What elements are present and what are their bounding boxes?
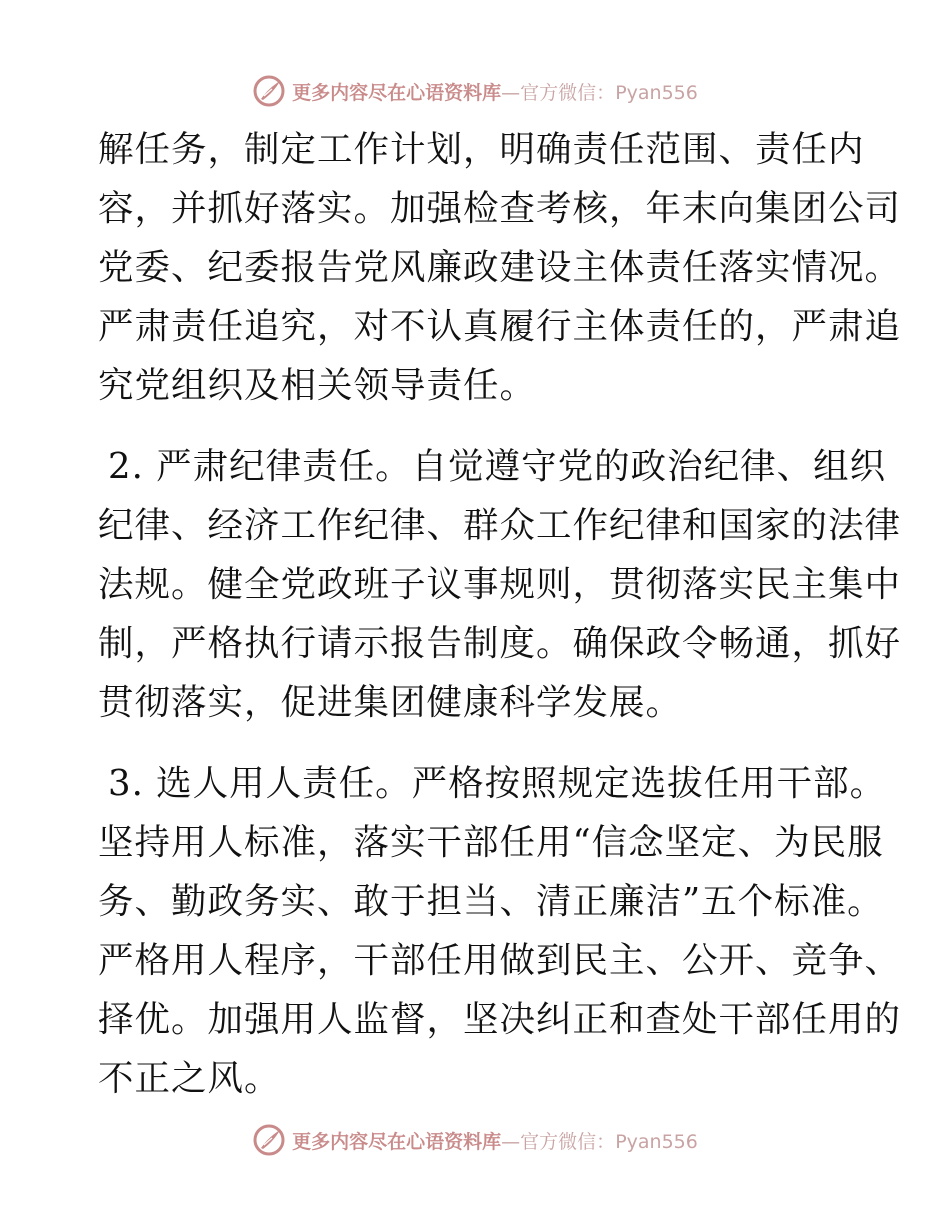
text-line: 3. 选人用人责任。严格按照规定选拔任用干部。 [108,763,887,804]
text-line: 党委、纪委报告党风廉政建设主体责任落实情况。 [98,247,902,288]
watermark-wechat-label: 官方微信： [520,81,616,104]
paragraph-1 [98,120,902,415]
text-line: 究党组织及相关领导责任。 [98,365,537,406]
text-line: 2. 严肃纪律责任。自觉遵守党的政治纪律、组织 [108,446,887,487]
watermark-separator: — [501,1130,521,1153]
text-line: 务、勤政务实、敢于担当、清正廉洁”五个标准。 [98,881,884,922]
text-line: 纪律、经济工作纪律、群众工作纪律和国家的法律 [98,505,902,546]
watermark-text [292,78,698,105]
text-line: 择优。加强用人监督，坚决纠正和查处干部任用的 [98,999,902,1040]
text-line: 贯彻落实，促进集团健康科学发展。 [98,682,683,723]
text-line: 制，严格执行请示报告制度。确保政令畅通，抓好 [98,623,902,664]
feather-circle-logo-icon [252,1123,286,1157]
watermark-separator: — [501,81,521,104]
header-watermark [0,71,950,111]
watermark-brand: 更多内容尽在心语资料库 [292,1130,502,1153]
text-line: 容，并抓好落实。加强检查考核，年末向集团公司 [98,188,902,229]
watermark-wechat-id: Pyan556 [615,1130,698,1153]
text-line: 不正之风。 [98,1058,281,1099]
paragraph-3 [98,754,902,1108]
watermark-text [292,1127,698,1154]
watermark-wechat-id: Pyan556 [615,81,698,104]
watermark-brand: 更多内容尽在心语资料库 [292,81,502,104]
text-line: 解任务，制定工作计划，明确责任范围、责任内 [98,129,865,170]
paragraph-2 [98,437,902,732]
text-line: 严格用人程序，干部任用做到民主、公开、竞争、 [98,940,902,981]
document-body [98,120,902,1108]
text-line: 法规。健全党政班子议事规则，贯彻落实民主集中 [98,564,902,605]
footer-watermark [0,1120,950,1160]
text-line: 坚持用人标准，落实干部任用“信念坚定、为民服 [98,822,884,863]
text-line: 严肃责任追究，对不认真履行主体责任的，严肃追 [98,306,902,347]
watermark-wechat-label: 官方微信： [520,1130,616,1153]
feather-circle-logo-icon [252,74,286,108]
